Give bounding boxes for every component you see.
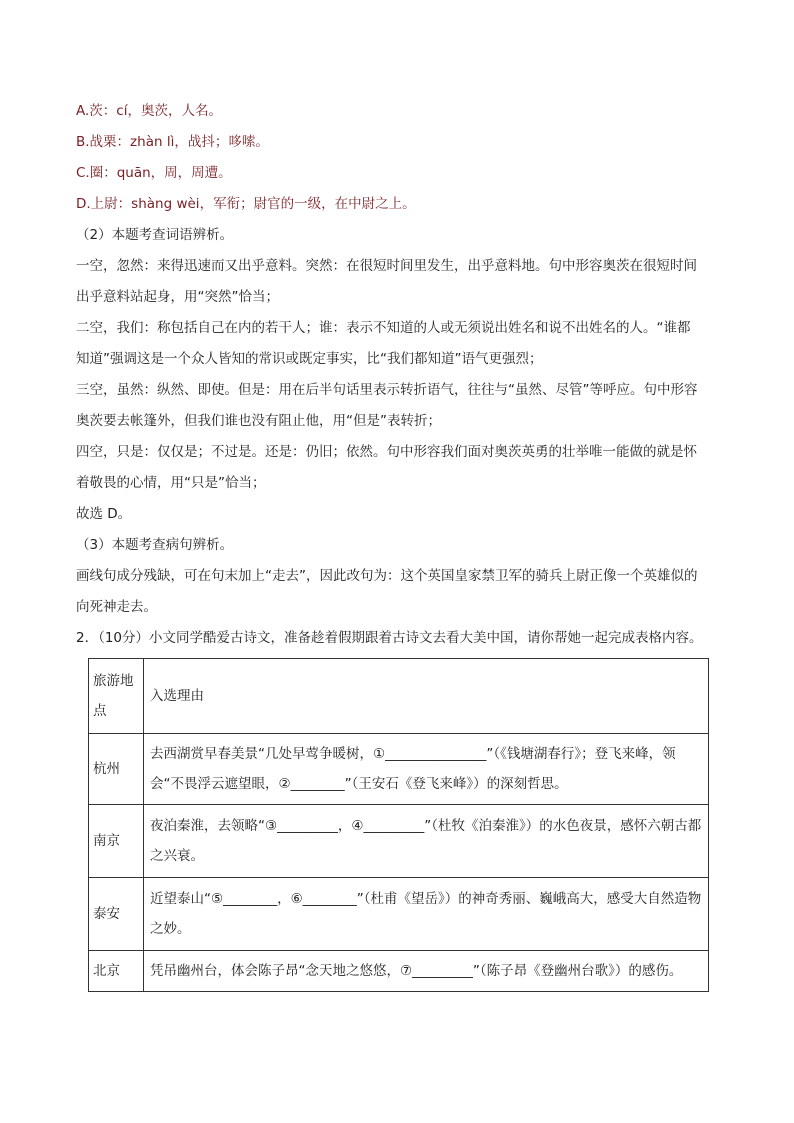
- paragraph-line: 奥茨要去帐篷外，但我们谁也没有阻止他，用“但是”表转折；: [76, 413, 441, 429]
- header-reason: 入选理由: [144, 659, 709, 734]
- table-row: [89, 805, 709, 878]
- paragraph-line: 三空，虽然：纵然、即使。但是：用在后半句话里表示转折语气，往往与“虽然、尽管”等呼应。句中形容: [76, 382, 698, 398]
- question-2-prompt: 2．（10分）小文同学酷爱古诗文，准备趁着假期跟着古诗文去看大美中国，请你帮她一起完成表格内容。: [76, 630, 703, 646]
- reason-cell: 凭吊幽州台，体会陈子昂“念天地之悠悠，⑦_________”（陈子昂《登幽州台歌》）的感伤。: [144, 951, 709, 992]
- place-cell: 泰安: [89, 878, 144, 951]
- paragraph-line: 四空，只是：仅仅是；不过是。还是：仍旧；依然。句中形容我们面对奥茨英勇的壮举唯一能做的就是怀: [76, 444, 697, 460]
- reason-cell: 去西湖赏早春美景“几处早莺争暖树，①_______________”（《钱塘湖春行》；登飞来峰，领会“不畏浮云遮望眼，②________”（王安石《登飞来峰》）的深刻哲思。: [144, 734, 709, 805]
- answer-choice: 故选 D。: [76, 506, 132, 522]
- paragraph-line: 二空，我们：称包括自己在内的若干人；谁：表示不知道的人或无须说出姓名和说不出姓名的人。“谁都: [76, 320, 691, 336]
- paragraph-line: 画线句成分残缺，可在句末加上“走去”，因此改句为：这个英国皇家禁卫军的骑兵上尉正像一个英雄似的: [76, 568, 698, 584]
- paragraph-line: 着敬畏的心情，用“只是”恰当；: [76, 475, 266, 491]
- paragraph-line: 向死神走去。: [76, 599, 157, 615]
- table-header-row: [89, 659, 709, 734]
- answer-text: [76, 96, 726, 654]
- paragraph-line: 一空，忽然：来得迅速而又出乎意料。突然：在很短时间里发生，出乎意料地。句中形容奥茨在很短时间: [76, 258, 697, 274]
- table-row: [89, 878, 709, 951]
- paragraph-line: 出乎意料站起身，用“突然”恰当；: [76, 289, 279, 305]
- place-cell: 南京: [89, 805, 144, 878]
- place-cell: 北京: [89, 951, 144, 992]
- poetry-travel-table: [88, 658, 709, 992]
- option-b: B.战栗：zhàn lì，战抖；哆嗦。: [76, 134, 269, 150]
- option-c: C.圈：quān，周，周遭。: [76, 165, 232, 181]
- reason-cell: 夜泊秦淮，去领略“③_________，④_________”（杜牧《泊秦淮》）的水色夜景，感怀六朝古都之兴衰。: [144, 805, 709, 878]
- table-row: [89, 951, 709, 992]
- section-3-heading: （3）本题考查病句辨析。: [76, 537, 234, 553]
- header-place: 旅游地点: [89, 659, 144, 734]
- paragraph-line: 知道”强调这是一个众人皆知的常识或既定事实，比“我们都知道”语气更强烈；: [76, 351, 543, 367]
- reason-cell: 近望泰山“⑤________，⑥________”（杜甫《望岳》）的神奇秀丽、巍峨高大，感受大自然造物之妙。: [144, 878, 709, 951]
- section-2-heading: （2）本题考查词语辨析。: [76, 227, 234, 243]
- table-row: [89, 734, 709, 805]
- option-d: D.上尉：shàng wèi，军衔；尉官的一级，在中尉之上。: [76, 196, 416, 212]
- option-a: A.茨：cí，奥茨，人名。: [76, 103, 222, 119]
- place-cell: 杭州: [89, 734, 144, 805]
